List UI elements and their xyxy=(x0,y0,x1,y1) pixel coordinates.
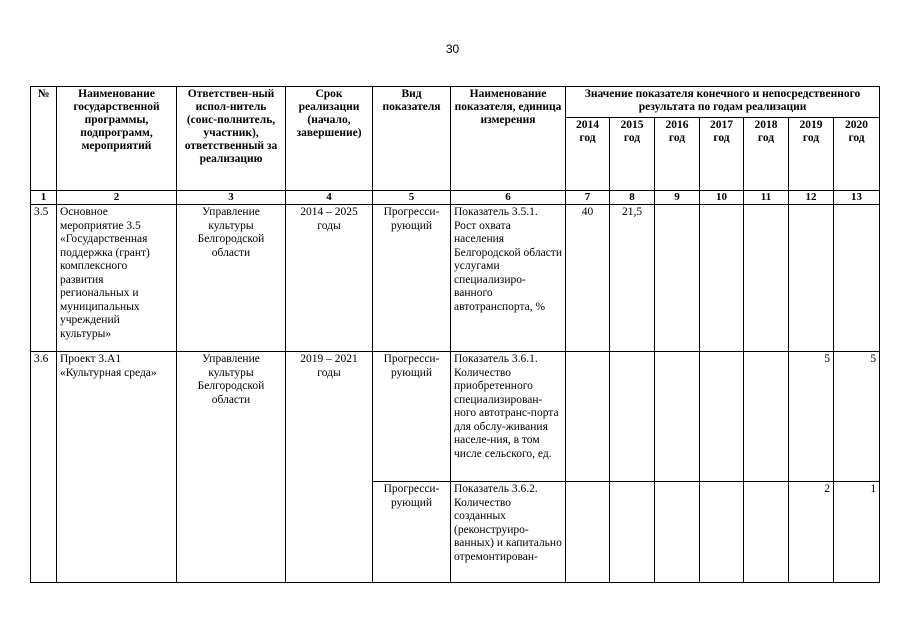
row-value xyxy=(566,482,610,583)
column-number: 7 xyxy=(566,191,610,205)
row-responsible: Управление культуры Белгородской области xyxy=(177,352,286,583)
header-values-group: Значение показателя конечного и непосредственного результата по годам реализации xyxy=(566,87,880,118)
column-number: 2 xyxy=(57,191,177,205)
column-number: 8 xyxy=(610,191,655,205)
header-year: 2015 год xyxy=(610,118,655,191)
column-number: 5 xyxy=(373,191,451,205)
header-num: № xyxy=(31,87,57,191)
row-value: 5 xyxy=(834,352,880,482)
row-value xyxy=(610,482,655,583)
row-value xyxy=(700,352,744,482)
row-kind: Прогресси-рующий xyxy=(373,482,451,583)
row-value xyxy=(700,205,744,352)
header-year: 2018 год xyxy=(744,118,789,191)
row-value: 40 xyxy=(566,205,610,352)
indicators-table xyxy=(30,86,880,583)
table-row xyxy=(31,205,880,352)
row-value xyxy=(610,352,655,482)
column-number: 9 xyxy=(655,191,700,205)
row-value xyxy=(566,352,610,482)
row-indicator: Показатель 3.5.1. Рост охвата населения Белгородской области услугами специализиро-ванного автотранспорта, % xyxy=(451,205,566,352)
page-number: 30 xyxy=(445,42,460,56)
row-value xyxy=(834,205,880,352)
header-indicator: Наименование показателя, единица измерения xyxy=(451,87,566,191)
column-number: 4 xyxy=(286,191,373,205)
column-number: 3 xyxy=(177,191,286,205)
row-indicator: Показатель 3.6.1. Количество приобретенного специализирован-ного автотранс-порта для обслу-живания населе-ния, в том числе сельского, ед. xyxy=(451,352,566,482)
row-value xyxy=(744,205,789,352)
row-kind: Прогресси-рующий xyxy=(373,205,451,352)
header-year: 2014 год xyxy=(566,118,610,191)
row-num: 3.6 xyxy=(31,352,57,583)
row-value xyxy=(655,352,700,482)
row-kind: Прогресси-рующий xyxy=(373,352,451,482)
column-number: 11 xyxy=(744,191,789,205)
table-row xyxy=(31,352,880,482)
row-responsible: Управление культуры Белгородской области xyxy=(177,205,286,352)
row-value xyxy=(744,352,789,482)
row-value xyxy=(700,482,744,583)
header-term: Срок реализации (начало, завершение) xyxy=(286,87,373,191)
row-value xyxy=(744,482,789,583)
row-value xyxy=(655,205,700,352)
row-term: 2019 – 2021 годы xyxy=(286,352,373,583)
row-program-name: Основное мероприятие 3.5 «Государственная поддержка (грант) комплексного развития региональных и муниципальных учреждений культуры» xyxy=(57,205,177,352)
row-value xyxy=(789,205,834,352)
header-kind: Вид показателя xyxy=(373,87,451,191)
column-number: 10 xyxy=(700,191,744,205)
row-term: 2014 – 2025 годы xyxy=(286,205,373,352)
header-year: 2017 год xyxy=(700,118,744,191)
header-program-name: Наименование государственной программы, подпрограмм, мероприятий xyxy=(57,87,177,191)
header-responsible: Ответствен-ный испол-нитель (соис-полнитель, участник), ответственный за реализацию xyxy=(177,87,286,191)
row-value: 5 xyxy=(789,352,834,482)
header-year: 2016 год xyxy=(655,118,700,191)
row-value: 2 xyxy=(789,482,834,583)
column-number: 6 xyxy=(451,191,566,205)
row-indicator: Показатель 3.6.2. Количество созданных (реконструиро-ванных) и капитально отремонтирован- xyxy=(451,482,566,583)
row-program-name: Проект 3.A1 «Культурная среда» xyxy=(57,352,177,583)
row-num: 3.5 xyxy=(31,205,57,352)
row-value: 21,5 xyxy=(610,205,655,352)
header-year: 2019 год xyxy=(789,118,834,191)
row-value xyxy=(655,482,700,583)
column-number: 13 xyxy=(834,191,880,205)
header-year: 2020 год xyxy=(834,118,880,191)
column-number: 12 xyxy=(789,191,834,205)
column-number: 1 xyxy=(31,191,57,205)
column-number-row xyxy=(31,191,880,205)
row-value: 1 xyxy=(834,482,880,583)
